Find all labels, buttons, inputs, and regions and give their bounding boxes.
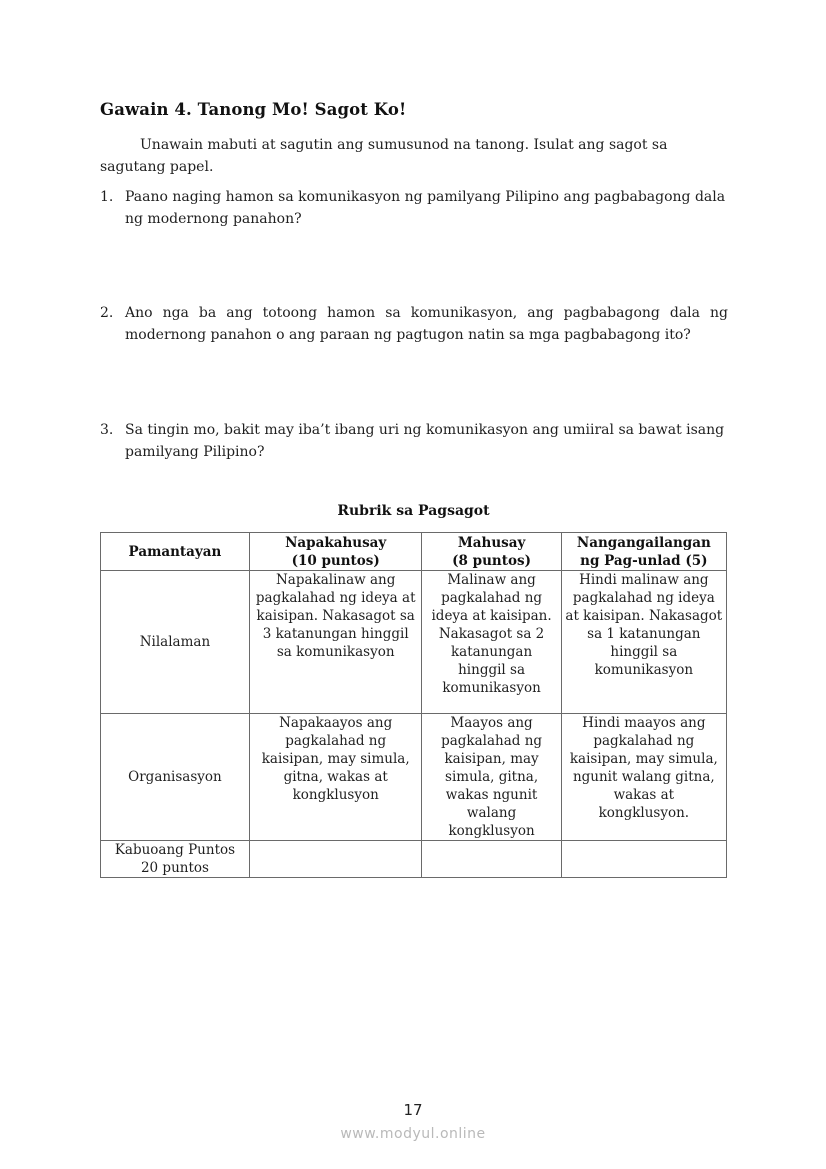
criterion-cell-total: Kabuoang Puntos 20 puntos [101,841,250,878]
header-needs-improvement: Nangangailangan ng Pag-unlad (5) [561,533,726,571]
rubric-cell: Hindi maayos ang pagkalahad ng kaisipan, may simula, ngunit walang gitna, wakas at kongklusyon. [561,714,726,841]
watermark-url: www.modyul.online [340,1126,486,1142]
question-3 [100,419,728,463]
table-row [101,571,727,714]
rubric-cell: Napakalinaw ang pagkalahad ng ideya at kaisipan. Nakasagot sa 3 katanungan hinggil sa komunikasyon [249,571,422,714]
page-number: 17 [403,1101,423,1119]
rubric-cell [249,841,422,878]
activity-title: Gawain 4. Tanong Mo! Sagot Ko! [100,100,407,119]
rubric-table [100,532,727,878]
rubric-cell: Malinaw ang pagkalahad ng ideya at kaisipan. Nakasagot sa 2 katanungan hinggil sa komunikasyon [422,571,561,714]
question-text: Sa tingin mo, bakit may iba’t ibang uri ng komunikasyon ang umiiral sa bawat isang pamilyang Pilipino? [125,422,725,460]
rubric-cell: Hindi malinaw ang pagkalahad ng ideya at kaisipan. Nakasagot sa 1 katanungan hinggil sa komunikasyon [561,571,726,714]
rubric-cell: Napakaayos ang pagkalahad ng kaisipan, may simula, gitna, wakas at kongklusyon [249,714,422,841]
criterion-cell: Nilalaman [101,571,250,714]
table-row [101,841,727,878]
rubric-cell [422,841,561,878]
criterion-cell: Organisasyon [101,714,250,841]
question-number: 3. [100,422,114,438]
question-number: 1. [100,189,114,205]
rubric-header-row [101,533,727,571]
question-1 [100,186,728,230]
rubric-title: Rubrik sa Pagsagot [337,503,490,519]
header-good: Mahusay (8 puntos) [422,533,561,571]
instructions-paragraph: Unawain mabuti at sagutin ang sumusunod na tanong. Isulat ang sagot sa sagutang papel. [100,137,668,175]
rubric-cell [561,841,726,878]
rubric-cell: Maayos ang pagkalahad ng kaisipan, may simula, gitna, wakas ngunit walang kongklusyon [422,714,561,841]
header-criteria: Pamantayan [101,533,250,571]
question-text: Ano nga ba ang totoong hamon sa komunikasyon, ang pagbabagong dala ng modernong panahon o ang paraan ng pagtugon natin sa mga pagbabagong ito? [125,305,728,343]
header-excellent: Napakahusay (10 puntos) [249,533,422,571]
question-text: Paano naging hamon sa komunikasyon ng pamilyang Pilipino ang pagbabagong dala ng modernong panahon? [125,189,726,227]
table-row [101,714,727,841]
question-2 [100,302,728,346]
question-number: 2. [100,305,114,321]
